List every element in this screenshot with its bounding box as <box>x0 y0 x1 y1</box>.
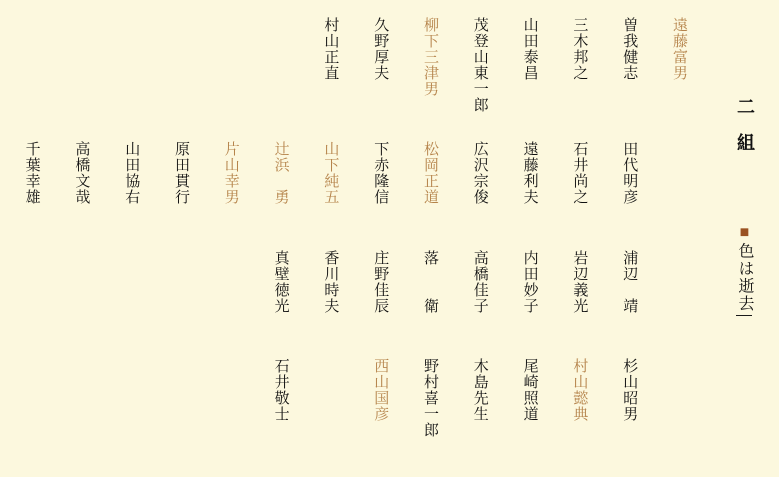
member-name: 茂登山東一郎 <box>471 17 489 113</box>
member-name: 真壁徳光 <box>272 250 290 314</box>
member-name: 浦辺 靖 <box>621 250 639 314</box>
group-title: 二 組 <box>735 97 755 151</box>
member-name: 香川時夫 <box>322 250 340 314</box>
member-name: 遠藤利夫 <box>521 141 539 205</box>
member-name: 石井尚之 <box>571 141 589 205</box>
member-name: 下赤隆信 <box>372 141 390 205</box>
member-name: 広沢宗俊 <box>471 141 489 205</box>
deceased-legend <box>736 224 752 316</box>
member-name-deceased: 山下純五 <box>322 141 340 205</box>
member-name-deceased: 柳下三津男 <box>422 17 439 97</box>
member-name: 田代明彦 <box>621 141 639 205</box>
member-name: 庄野佳辰 <box>372 250 390 314</box>
member-name: 原田貫行 <box>173 141 190 205</box>
member-name: 野村喜一郎 <box>422 358 439 438</box>
member-name-deceased: 遠藤富男 <box>671 17 688 81</box>
member-name-deceased: 片山幸男 <box>222 141 240 205</box>
member-name: 三木邦之 <box>571 17 589 81</box>
member-name: 杉山昭男 <box>621 358 639 422</box>
member-name-deceased: 西山国彦 <box>372 358 390 422</box>
deceased-marker-icon: ■ <box>736 224 753 243</box>
member-name: 石井敬士 <box>272 358 290 422</box>
member-name: 曽我健志 <box>621 17 639 81</box>
deceased-legend-label: 色は逝去 <box>736 242 753 313</box>
member-name: 尾崎照道 <box>521 358 539 422</box>
member-name: 内田妙子 <box>521 250 539 314</box>
member-name-deceased: 辻浜 勇 <box>272 141 290 205</box>
member-name: 千葉幸雄 <box>23 141 41 205</box>
member-name-deceased: 松岡正道 <box>422 141 439 205</box>
member-name: 山田泰昌 <box>521 17 539 81</box>
member-name: 落 衛 <box>422 250 439 314</box>
member-name: 久野厚夫 <box>372 17 390 81</box>
member-name: 村山正直 <box>322 17 340 81</box>
member-name-deceased: 村山懿典 <box>571 358 589 422</box>
member-name: 山田協右 <box>123 141 141 205</box>
member-name: 木島先生 <box>471 358 489 422</box>
member-name: 岩辺義光 <box>571 250 589 314</box>
member-name: 高橋佳子 <box>471 250 489 314</box>
member-name: 高橋文哉 <box>73 141 91 205</box>
